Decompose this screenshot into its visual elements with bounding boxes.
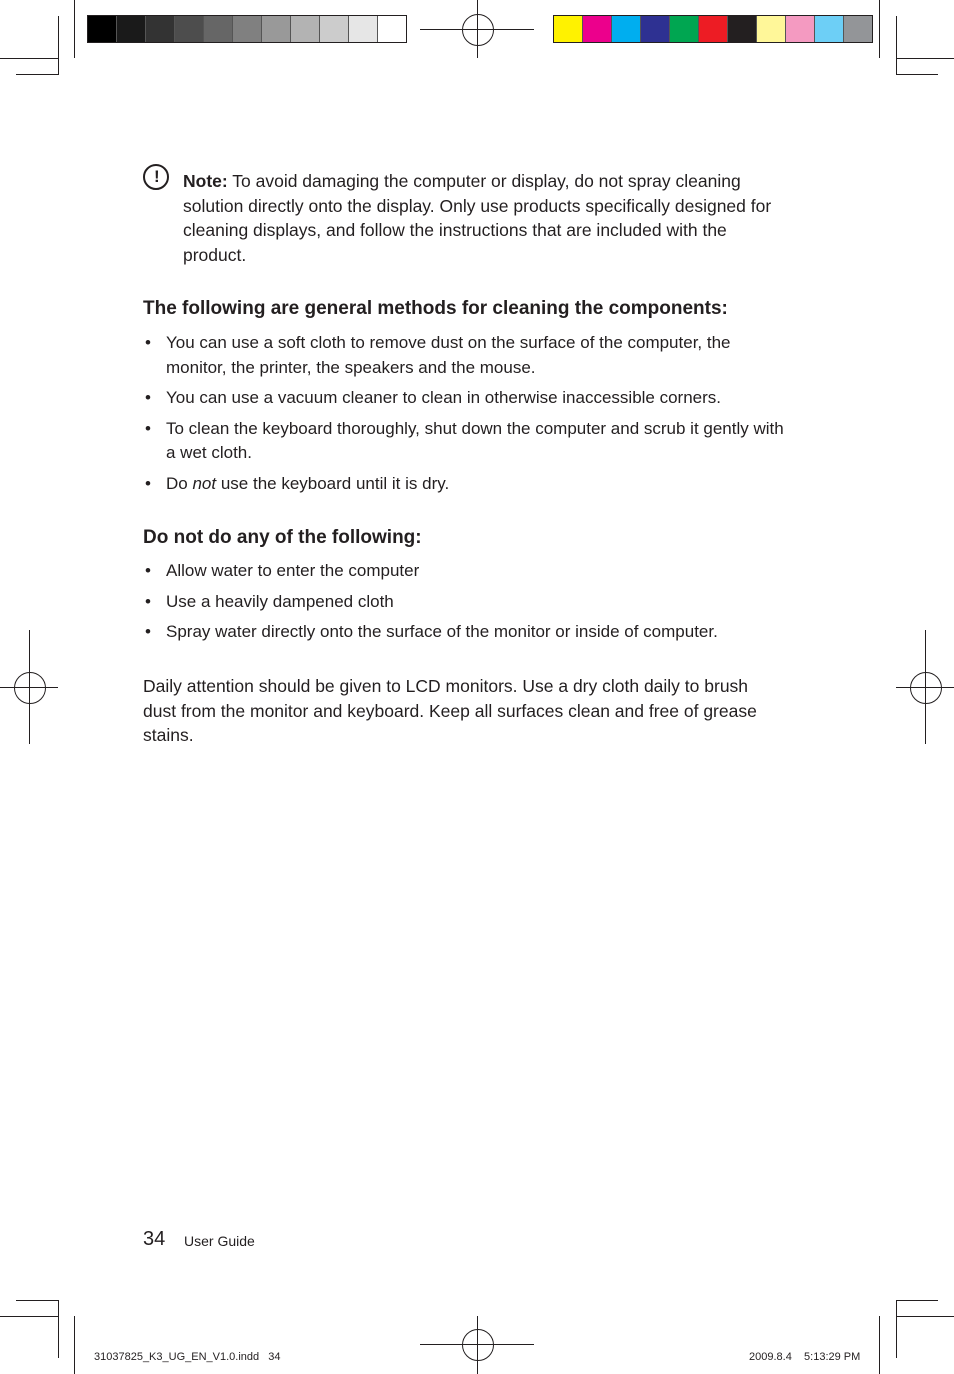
color-swatch bbox=[757, 16, 786, 42]
color-swatch bbox=[554, 16, 583, 42]
color-swatch bbox=[699, 16, 728, 42]
color-swatch bbox=[204, 16, 233, 42]
color-swatch bbox=[815, 16, 844, 42]
color-swatch bbox=[233, 16, 262, 42]
color-swatch bbox=[844, 16, 872, 42]
page-number: 34 bbox=[143, 1228, 166, 1250]
color-swatch bbox=[583, 16, 612, 42]
note-text bbox=[183, 169, 793, 267]
list-item: • You can use a vacuum cleaner to clean in otherwise inaccessible corners. bbox=[145, 388, 722, 407]
color-swatch bbox=[378, 16, 406, 42]
color-swatch bbox=[612, 16, 641, 42]
cleaning-methods-list bbox=[143, 331, 793, 502]
process-color-bar bbox=[553, 15, 873, 43]
color-swatch bbox=[117, 16, 146, 42]
color-swatch bbox=[175, 16, 204, 42]
daily-care-paragraph: Daily attention should be given to LCD monitors. Use a dry cloth daily to brush dust from the monitor and keyboard. Keep all surfaces clean and free of grease stains. bbox=[143, 676, 757, 745]
color-swatch bbox=[291, 16, 320, 42]
list-item: • You can use a soft cloth to remove dust on the surface of the computer, the monitor, the printer, the speakers and the mouse. bbox=[145, 333, 731, 377]
running-title: User Guide bbox=[184, 1233, 255, 1249]
color-swatch bbox=[88, 16, 117, 42]
list-item: • To clean the keyboard thoroughly, shut down the computer and scrub it gently with a wet cloth. bbox=[145, 418, 784, 462]
color-swatch bbox=[320, 16, 349, 42]
exclamation-icon: ! bbox=[143, 164, 169, 190]
section-heading-cleaning-methods: The following are general methods for cleaning the components: bbox=[143, 298, 728, 319]
list-item: • Do not use the keyboard until it is dry. bbox=[145, 473, 450, 493]
list-item: • Allow water to enter the computer bbox=[145, 561, 420, 580]
list-item: • Spray water directly onto the surface of the monitor or inside of computer. bbox=[145, 622, 718, 641]
note-body: To avoid damaging the computer or display, do not spray cleaning solution directly onto the display. Only use products specifically designed for cleaning displays, and follow the instructions that are included with the product. bbox=[183, 171, 772, 265]
color-swatch bbox=[670, 16, 699, 42]
color-swatch bbox=[641, 16, 670, 42]
slug-date-info: 2009.8.4 5:13:29 PM bbox=[749, 1351, 861, 1363]
color-swatch bbox=[262, 16, 291, 42]
grayscale-color-bar bbox=[87, 15, 407, 43]
note-label: Note: bbox=[183, 171, 228, 191]
section-heading-do-not: Do not do any of the following: bbox=[143, 527, 422, 548]
slug-file-info: 31037825_K3_UG_EN_V1.0.indd 34 bbox=[94, 1351, 281, 1363]
color-swatch bbox=[728, 16, 757, 42]
color-swatch bbox=[786, 16, 815, 42]
list-item: • Use a heavily dampened cloth bbox=[145, 591, 394, 611]
do-not-list bbox=[143, 559, 793, 651]
color-swatch bbox=[349, 16, 378, 42]
color-swatch bbox=[146, 16, 175, 42]
